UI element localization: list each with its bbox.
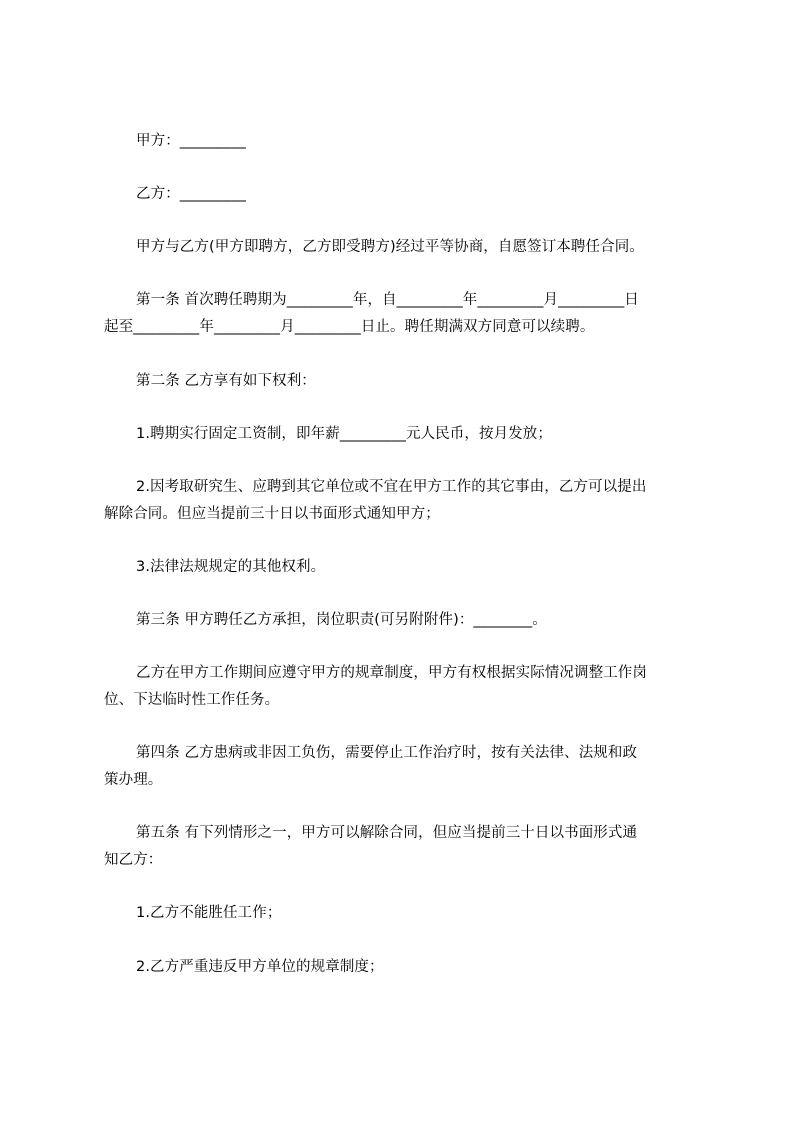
article-1-line-1: 第一条 首次聘任聘期为_________年，自_________年_________月_________日: [136, 292, 639, 308]
article-5-item-2: 2.乙方严重违反甲方单位的规章制度；: [136, 959, 384, 975]
article-1-line-2: 起至_________年_________月_________日止。聘任期满双方同意可以续聘。: [104, 319, 595, 335]
article-2-item-2-line-1: 2.因考取研究生、应聘到其它单位或不宜在甲方工作的其它事由，乙方可以提出: [136, 479, 647, 495]
article-5-line-2: 知乙方：: [104, 852, 163, 868]
party-a-line: 甲方：_________: [136, 133, 246, 149]
article-5-item-1: 1.乙方不能胜任工作；: [136, 905, 282, 921]
contract-intro: 甲方与乙方(甲方即聘方，乙方即受聘方)经过平等协商，自愿签订本聘任合同。: [136, 239, 644, 255]
article-3: 第三条 甲方聘任乙方承担，岗位职责(可另附附件)：________。: [136, 612, 547, 628]
article-2-item-2-line-2: 解除合同。但应当提前三十日以书面形式通知甲方；: [104, 506, 440, 522]
article-5-line-1: 第五条 有下列情形之一，甲方可以解除合同，但应当提前三十日以书面形式通: [136, 825, 638, 841]
article-3-note-line-1: 乙方在甲方工作期间应遵守甲方的规章制度，甲方有权根据实际情况调整工作岗: [136, 665, 647, 681]
article-4-line-1: 第四条 乙方患病或非因工负伤，需要停止工作治疗时，按有关法律、法规和政: [136, 745, 638, 761]
article-2-item-3: 3.法律法规规定的其他权利。: [136, 559, 326, 575]
party-b-line: 乙方：_________: [136, 186, 246, 202]
article-4-line-2: 策办理。: [104, 772, 163, 788]
article-2-title: 第二条 乙方享有如下权利：: [136, 373, 316, 389]
article-2-item-1: 1.聘期实行固定工资制，即年薪_________元人民币，按月发放；: [136, 426, 552, 442]
article-3-note-line-2: 位、下达临时性工作任务。: [104, 692, 280, 708]
